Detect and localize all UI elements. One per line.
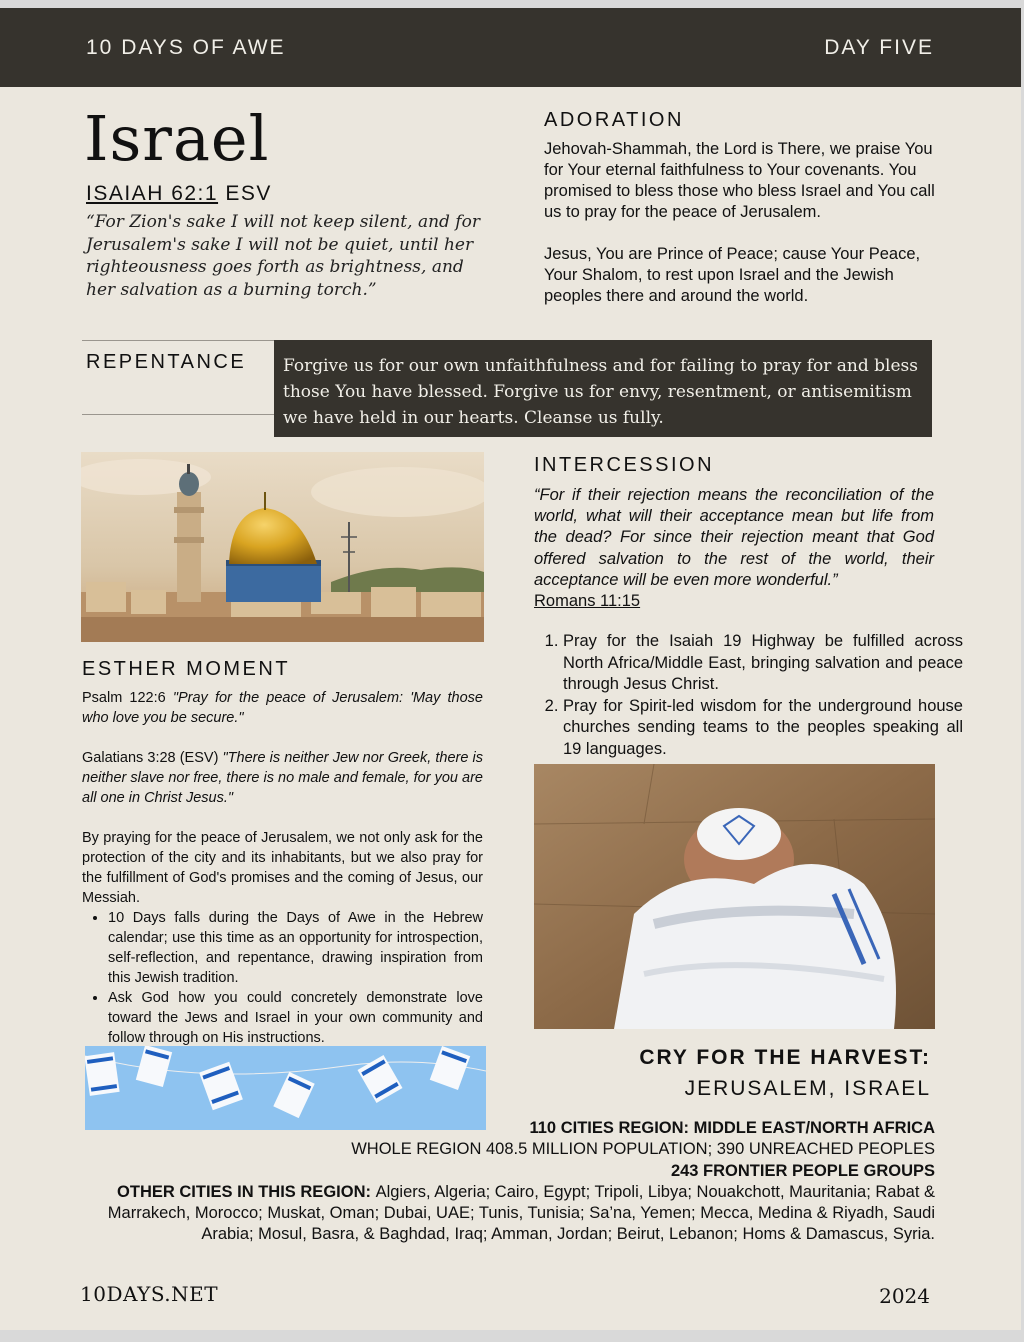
list-item: • Ask God how you could concretely demonstrate love toward the Jews and Israel in your own community and follow through on His instructions. — [108, 988, 483, 1048]
list-item: • 10 Days falls during the Days of Awe in the Hebrew calendar; use this time as an opportunity for introspection, self-reflection, and repentance, drawing inspiration from this Jewish tradition. — [108, 908, 483, 988]
verse-reference — [86, 182, 272, 206]
intercession-list — [534, 631, 963, 760]
esther-body — [82, 688, 483, 1048]
series-title: 10 DAYS OF AWE — [86, 36, 286, 59]
adoration-body — [544, 139, 939, 328]
psalm-paragraph — [82, 688, 483, 728]
divider — [82, 414, 274, 415]
psalm-text: "Pray for the peace of Jerusalem: 'May those who love you be secure." — [82, 690, 483, 726]
esther-bullets — [82, 908, 483, 1048]
footer-year: 2024 — [879, 1284, 930, 1308]
intercession-heading: INTERCESSION — [534, 454, 715, 476]
galatians-paragraph — [82, 748, 483, 808]
harvest-city: JERUSALEM, ISRAEL — [684, 1077, 931, 1100]
adoration-paragraph-1: Jehovah-Shammah, the Lord is There, we praise You for Your eternal faithfulness to Your covenants. You promised to bless those who bless Israel and You call us to pray for the peace of Jerusalem. — [544, 140, 935, 221]
frontier-line: 243 FRONTIER PEOPLE GROUPS — [670, 1161, 935, 1180]
psalm-ref: Psalm 122:6 — [82, 690, 173, 706]
repentance-text: Forgive us for our own unfaithfulness and for failing to pray for and bless those You have blessed. Forgive us for envy, resentment, or antisemitism we have held in our hearts. Cleanse us fully. — [283, 356, 918, 428]
verse-ref-link[interactable]: ISAIAH 62:1 — [86, 182, 219, 205]
page — [0, 8, 1021, 1330]
other-cities-list: Algiers, Algeria; Cairo, Egypt; Tripoli, Libya; Nouakchott, Mauritania; Rabat & Marrakech, Morocco; Muskat, Oman; Dubai, UAE; Tunis, Tunisia; Sa’na, Yemen; Mecca, Medina & Riyadh, Saudi Arabia; Mosul, Basra, & Baghdad, Iraq; Amman, Jordan; Beirut, Lebanon; Homs & Damascus, Syria. — [107, 1182, 935, 1244]
galatians-text: "There is neither Jew nor Greek, there is neither slave nor free, there is no male and female, for you are all one in Christ Jesus." — [82, 750, 483, 806]
other-cities — [85, 1182, 935, 1246]
region-info — [85, 1118, 935, 1246]
other-cities-label: OTHER CITIES IN THIS REGION: — [117, 1182, 376, 1201]
population-line: WHOLE REGION 408.5 MILLION POPULATION; 390 UNREACHED PEOPLES — [351, 1140, 935, 1159]
region-line: 110 CITIES REGION: MIDDLE EAST/NORTH AFRICA — [529, 1119, 935, 1137]
esther-paragraph: By praying for the peace of Jerusalem, we not only ask for the protection of the city and its inhabitants, but we also pray for the fulfillment of God's promises and the coming of Jesus, our Messiah. — [82, 830, 483, 906]
adoration-heading: ADORATION — [544, 109, 684, 131]
divider — [82, 340, 274, 341]
day-label: DAY FIVE — [824, 36, 934, 59]
adoration-paragraph-2: Jesus, You are Prince of Peace; cause Your Peace, Your Shalom, to rest upon Israel and the Jewish peoples there and around the world. — [544, 245, 921, 305]
list-item: 1. Pray for the Isaiah 19 Highway be fulfilled across North Africa/Middle East, bringing salvation and peace through Jesus Christ. — [563, 631, 963, 696]
man-praying-at-western-wall-photo — [534, 764, 935, 1029]
header-bar — [0, 8, 1021, 87]
intercession-quote — [534, 485, 934, 612]
dome-of-the-rock-photo — [81, 452, 484, 642]
harvest-heading: CRY FOR THE HARVEST: — [639, 1046, 931, 1069]
romans-ref-link[interactable]: Romans 11:15 — [534, 592, 641, 611]
list-item: 2. Pray for Spirit-led wisdom for the underground house churches sending teams to the peoples speaking all 19 languages. — [563, 696, 963, 761]
verse-text: “For Zion's sake I will not keep silent, and for Jerusalem's sake I will not be quiet, until her righteousness goes forth as brightness, and her salvation as a burning torch.” — [86, 212, 480, 300]
page-title: Israel — [84, 102, 270, 175]
verse-version: ESV — [218, 182, 272, 205]
footer-site: 10DAYS.NET — [80, 1282, 219, 1306]
jerusalem-image — [81, 452, 484, 642]
esther-heading: ESTHER MOMENT — [82, 658, 291, 680]
repentance-heading: REPENTANCE — [86, 351, 247, 373]
galatians-ref: Galatians 3:28 (ESV) — [82, 750, 223, 766]
wall-prayer-image — [534, 764, 935, 1029]
romans-quote: “For if their rejection means the reconciliation of the world, what will their acceptance mean but life from the dead? For since their rejection meant that God offered salvation to the rest of the world, their acceptance will be even more wonderful.” — [534, 486, 934, 589]
